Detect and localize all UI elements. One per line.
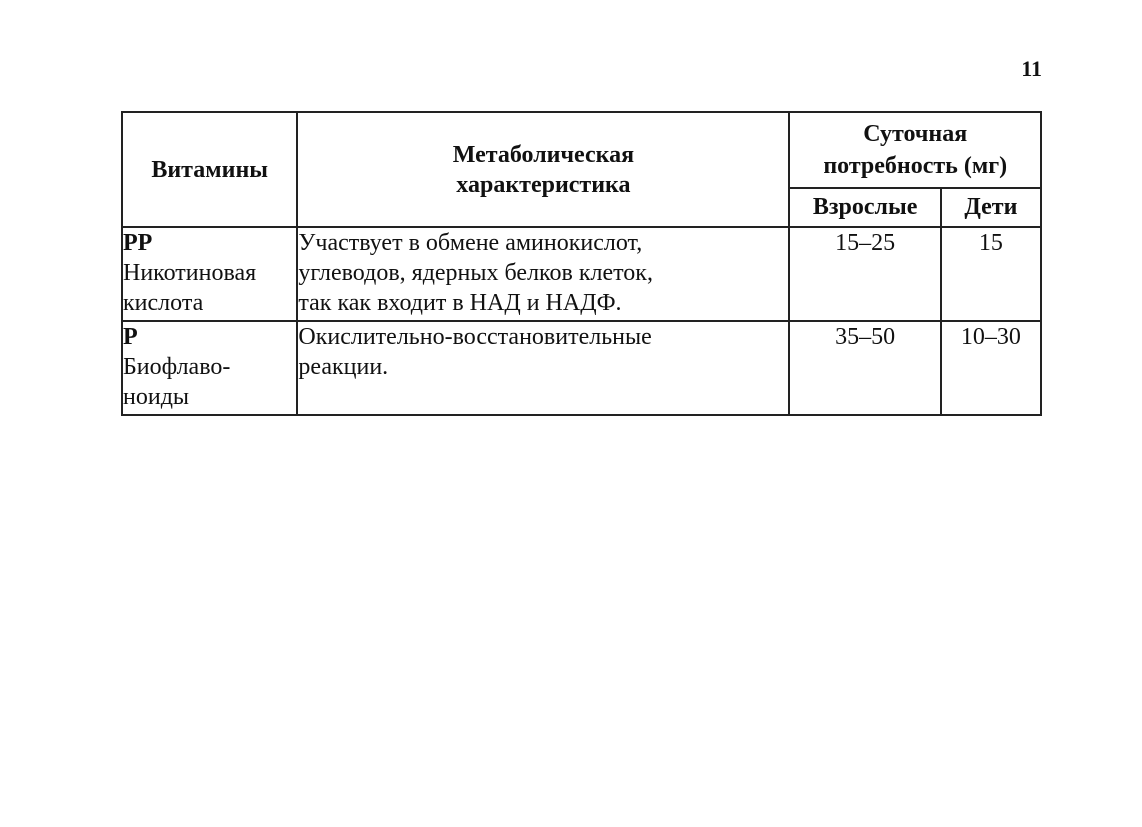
metabolic-line1: Окислительно-восстановительные	[298, 324, 652, 350]
metabolic-line2: углеводов, ядерных белков клеток,	[298, 260, 653, 286]
metabolic-cell	[297, 321, 789, 415]
adults-value: 35–50	[789, 321, 940, 415]
table-row	[122, 321, 1041, 415]
page-number: 11	[1021, 56, 1042, 81]
metabolic-line3: так как входит в НАД и НАДФ.	[298, 290, 622, 316]
header-adults-label: Взрослые	[812, 194, 918, 221]
header-metabolic-line1: Метаболическая	[452, 141, 635, 168]
vitamin-name-line1: Биофлаво-	[123, 354, 231, 380]
header-children-label: Дети	[964, 194, 1018, 221]
adults-value: 15–25	[789, 227, 940, 321]
metabolic-cell	[297, 227, 789, 321]
vitamin-cell	[122, 321, 297, 415]
header-vitamins	[122, 112, 297, 227]
header-daily-line1: Суточная	[863, 120, 968, 147]
metabolic-line2: реакции.	[298, 354, 389, 380]
vitamin-code: PP	[123, 230, 153, 256]
header-children	[941, 188, 1041, 227]
vitamin-code: P	[123, 324, 138, 350]
table-row	[122, 227, 1041, 321]
header-metabolic	[297, 112, 789, 227]
header-daily-line2: потребность (мг)	[823, 152, 1008, 179]
children-value: 10–30	[941, 321, 1041, 415]
header-adults	[789, 188, 940, 227]
header-metabolic-line2: характеристика	[456, 171, 631, 198]
header-vitamins-label: Витамины	[151, 156, 269, 183]
vitamin-name-line2: кислота	[123, 290, 204, 316]
vitamin-name-line2: ноиды	[123, 384, 190, 410]
vitamins-table	[121, 111, 1042, 416]
vitamin-cell	[122, 227, 297, 321]
metabolic-line1: Участвует в обмене аминокислот,	[298, 230, 643, 256]
header-daily-need	[789, 112, 1041, 188]
vitamin-name-line1: Никотиновая	[123, 260, 257, 286]
children-value: 15	[941, 227, 1041, 321]
